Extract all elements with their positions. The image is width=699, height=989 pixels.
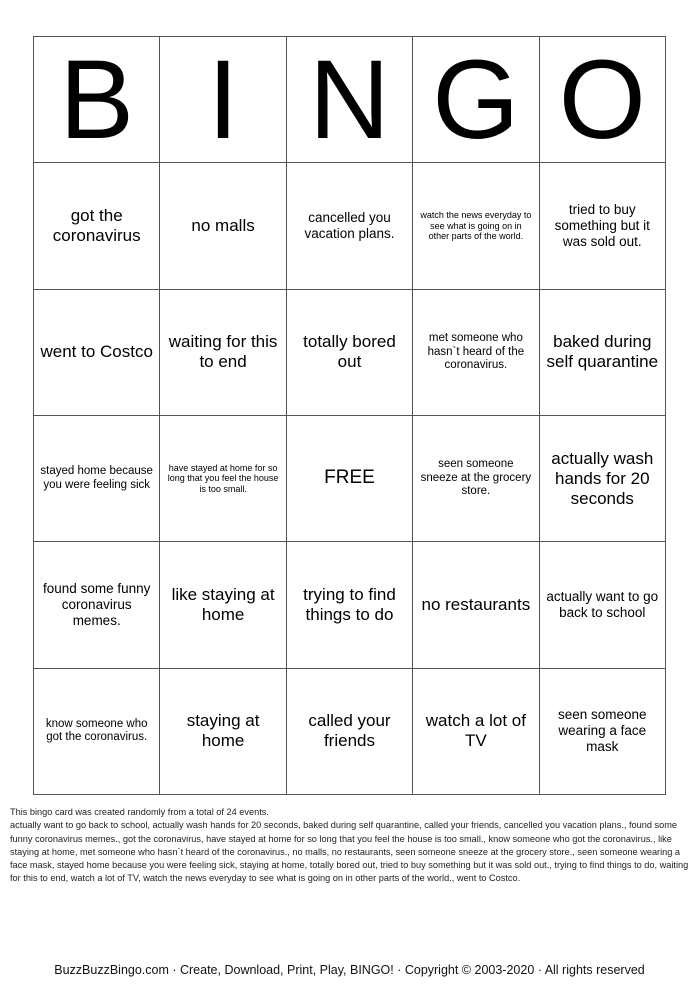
bingo-row-2	[34, 289, 666, 415]
bingo-cell[interactable]	[413, 289, 539, 415]
free-space-cell[interactable]	[286, 415, 412, 541]
bingo-cell[interactable]	[160, 542, 286, 668]
cell-text: tried to buy something but it was sold out.	[554, 202, 650, 249]
cell-text: baked during self quarantine	[546, 332, 659, 372]
cell-text: like staying at home	[171, 584, 275, 624]
bingo-cell[interactable]	[286, 542, 412, 668]
cell-text: no malls	[191, 215, 255, 235]
footer-text: BuzzBuzzBingo.com · Create, Download, Print, Play, BINGO! · Copyright © 2003-2020 · All rights reserved	[54, 963, 645, 977]
cell-text: seen someone wearing a face mask	[558, 707, 647, 755]
cell-text: actually want to go back to school	[546, 589, 659, 620]
cell-text: staying at home	[186, 711, 260, 751]
header-letter-i: I	[160, 37, 286, 163]
cell-text: found some funny coronavirus memes.	[43, 581, 151, 628]
cell-text: have stayed at home for so long that you feel the house is too small.	[167, 462, 279, 494]
bingo-cell[interactable]	[413, 163, 539, 289]
header-letter-n: N	[286, 37, 412, 163]
header-letter-b: B	[34, 37, 160, 163]
cell-text: no restaurants	[421, 594, 531, 614]
bingo-cell[interactable]	[539, 289, 665, 415]
bingo-cell[interactable]	[413, 542, 539, 668]
bingo-cell[interactable]	[34, 542, 160, 668]
cell-text: cancelled you vacation plans.	[304, 210, 395, 241]
events-list: actually want to go back to school, actually wash hands for 20 seconds, baked during self quarantine, called your friends, cancelled you vacation plans., found some funny coronavirus memes., got the coronavirus, have stayed at home for so long that you feel the house is too small., know someone who got the coronavirus., like staying at home, met someone who hasn`t heard of the coronavirus., no malls, no restaurants, seen someone sneeze at the grocery store., seen someone wearing a face mask, stayed home because you were feeling sick, staying at home, totally bored out, tried to buy something but it was sold out., trying to find things to do, waiting for this to end, watch a lot of TV, watch the news everyday to see what is going on in other parts of the world., went to Costco.	[10, 820, 689, 884]
bingo-row-5	[34, 668, 666, 794]
bingo-cell[interactable]	[286, 668, 412, 794]
bingo-cell[interactable]	[160, 163, 286, 289]
bingo-cell[interactable]	[34, 415, 160, 541]
cell-text: called your friends	[308, 711, 391, 751]
bingo-cell[interactable]	[286, 163, 412, 289]
bingo-cell[interactable]	[539, 415, 665, 541]
cell-text: actually wash hands for 20 seconds	[551, 448, 654, 508]
bingo-cell[interactable]	[34, 668, 160, 794]
cell-text: met someone who hasn`t heard of the coronavirus.	[427, 331, 525, 372]
card-info	[10, 806, 692, 886]
cell-text: waiting for this to end	[168, 332, 278, 372]
bingo-row-3	[34, 415, 666, 541]
header-letter-o: O	[539, 37, 665, 163]
bingo-card	[33, 36, 666, 795]
bingo-cell[interactable]	[539, 542, 665, 668]
bingo-cell[interactable]	[160, 415, 286, 541]
bingo-cell[interactable]	[34, 163, 160, 289]
bingo-header-row	[34, 37, 666, 163]
header-letter-g: G	[413, 37, 539, 163]
bingo-cell[interactable]	[413, 415, 539, 541]
bingo-cell[interactable]	[413, 668, 539, 794]
bingo-cell[interactable]	[34, 289, 160, 415]
cell-text: watch the news everyday to see what is going on in other parts of the world.	[420, 210, 532, 242]
cell-text: totally bored out	[303, 332, 396, 372]
cell-text: got the coronavirus	[52, 205, 141, 245]
cell-text: seen someone sneeze at the grocery store.	[420, 458, 532, 498]
bingo-row-4	[34, 542, 666, 668]
cell-text: watch a lot of TV	[425, 711, 526, 751]
bingo-cell[interactable]	[160, 668, 286, 794]
bingo-cell[interactable]	[539, 163, 665, 289]
free-space-label: FREE	[324, 467, 375, 489]
cell-text: trying to find things to do	[303, 584, 396, 624]
cell-text: went to Costco	[40, 342, 153, 362]
cell-text: stayed home because you were feeling sick	[40, 465, 153, 491]
bingo-cell[interactable]	[539, 668, 665, 794]
bingo-cell[interactable]	[160, 289, 286, 415]
bingo-cell[interactable]	[286, 289, 412, 415]
cell-text: know someone who got the coronavirus.	[45, 717, 148, 744]
site-footer	[0, 963, 699, 977]
card-summary: This bingo card was created randomly from a total of 24 events.	[10, 807, 269, 817]
bingo-row-1	[34, 163, 666, 289]
